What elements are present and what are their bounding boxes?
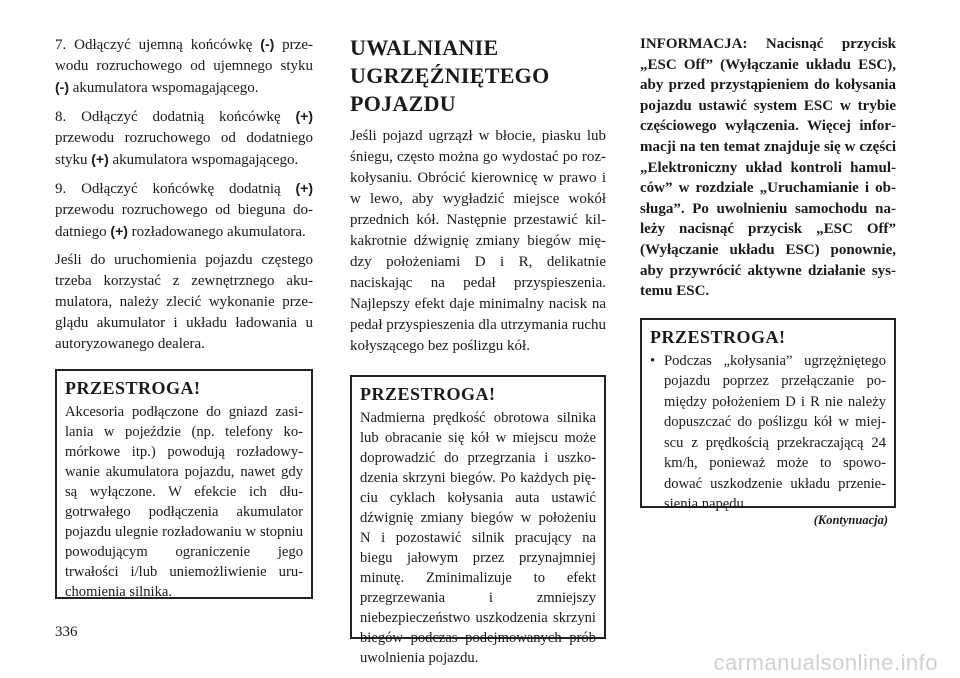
watermark: carmanualsonline.info <box>713 650 938 675</box>
column-left <box>55 34 313 599</box>
column-right <box>640 34 896 528</box>
warning-box-accessories <box>55 369 313 599</box>
column-middle <box>350 34 606 666</box>
step-8: 8. Odłączyć dodatnią końcówkę (+) przewodu rozruchowego od dodatniego styku (+) akumulatora wspomagającego. <box>55 108 313 168</box>
warning-title: PRZESTROGA! <box>650 326 786 347</box>
continued-label: (Kontynuacja) <box>813 512 888 527</box>
warning-bullet-item <box>650 351 886 515</box>
info-note <box>640 34 896 302</box>
warning-box-wheel-spin <box>640 318 896 513</box>
warning-text: Akcesoria podłączone do gniazd zasilania w pojeździe (np. telefony komórkowe itp.) powodują rozładowywanie akumulatora pojazdu, nawet gdy są wyłączone. W efekcie ich długotrwałego podłączenia akumulator pojazdu ulegnie rozładowaniu w stopniu powodującym ograniczenie jego trwałości i/lub uniemożliwienie uruchomienia silnika. <box>65 404 303 600</box>
step-9: 9. Odłączyć końcówkę dodatnią (+) przewodu rozruchowego od bieguna dodatniego (+) rozładowanego akumulatora. <box>55 180 313 240</box>
warning-title: PRZESTROGA! <box>65 378 201 398</box>
step-7: 7. Odłączyć ujemną końcówkę (-) przewodu rozruchowego od ujemnego styku (-) akumulatora wspomagającego. <box>55 36 313 96</box>
warning-text: Nadmierna prędkość obrotowa silnika lub obracanie się kół w miejscu może doprowadzić do przegrzania i uszkodzenia skrzyni biegów. Po każdych pięciu cyklach kołysania auta ustawić dźwignię zmiany biegów w położeniu N i pozostawić silnik pracujący na biegu jałowym przez przynajmniej minutę. Zminimalizuje to efekt przegrzewania i zmniejszy niebezpieczeństwo uszkodzenia skrzyni biegów podczas podejmowanych prób uwolnienia pojazdu. <box>360 410 596 666</box>
warning-title: PRZESTROGA! <box>360 384 496 404</box>
info-text: INFORMACJA: Nacisnąć przycisk „ESC Off” (Wyłączanie układu ESC), aby przed przystąpieniem do kołysania pojazdu ustawić system ESC w trybie częściowego wyłączenia. Więcej informacji na ten temat znajduje się w części „Elektroniczny układ kontroli hamulców” w rozdziale „Uruchamianie i obsługa”. Po uwolnieniu samochodu należy nacisnąć przycisk „ESC Off” (Wyłączanie układu ESC) ponownie, aby przywrócić aktywne działanie systemu ESC. <box>640 36 896 300</box>
warning-box-overheat <box>350 375 606 666</box>
warning-text: Podczas „kołysania” ugrzężniętego pojazdu poprzez przełączanie pomiędzy położeniem D i R nie należy dopuszczać do poślizgu kół w miejscu z prędkością przekraczającą 24 km/h, ponieważ może to spowodować uszkodzenie układu przeniesienia napędu. <box>664 352 886 513</box>
dealer-paragraph: Jeśli do uruchomienia pojazdu częstego trzeba korzystać z zewnętrznego akumulatora, należy zlecić wykonanie przeglądu akumulator i układu ładowania u autoryzowanego dealera. <box>55 252 313 352</box>
page-number: 336 <box>55 624 78 640</box>
rocking-paragraph: Jeśli pojazd ugrzązł w błocie, piasku lub śniegu, często można go wydostać po rozkołysaniu. Obrócić kierownicę w prawo i w lewo, aby wygładzić miejsce wokół przednich kół. Następnie przestawić kilkakrotnie dźwignię zmiany biegów między położeniami D i R, delikatnie naciskając na pedał przyspieszenia. Najlepszy efekt daje minimalny nacisk na pedał przyspieszenia dla utrzymania ruchu kołyszącego bez poślizgu kół. <box>350 128 606 354</box>
bullet-icon: • <box>650 352 656 369</box>
section-heading: UWALNIANIE UGRZĘŹNIĘTEGO POJAZDU <box>350 35 550 116</box>
